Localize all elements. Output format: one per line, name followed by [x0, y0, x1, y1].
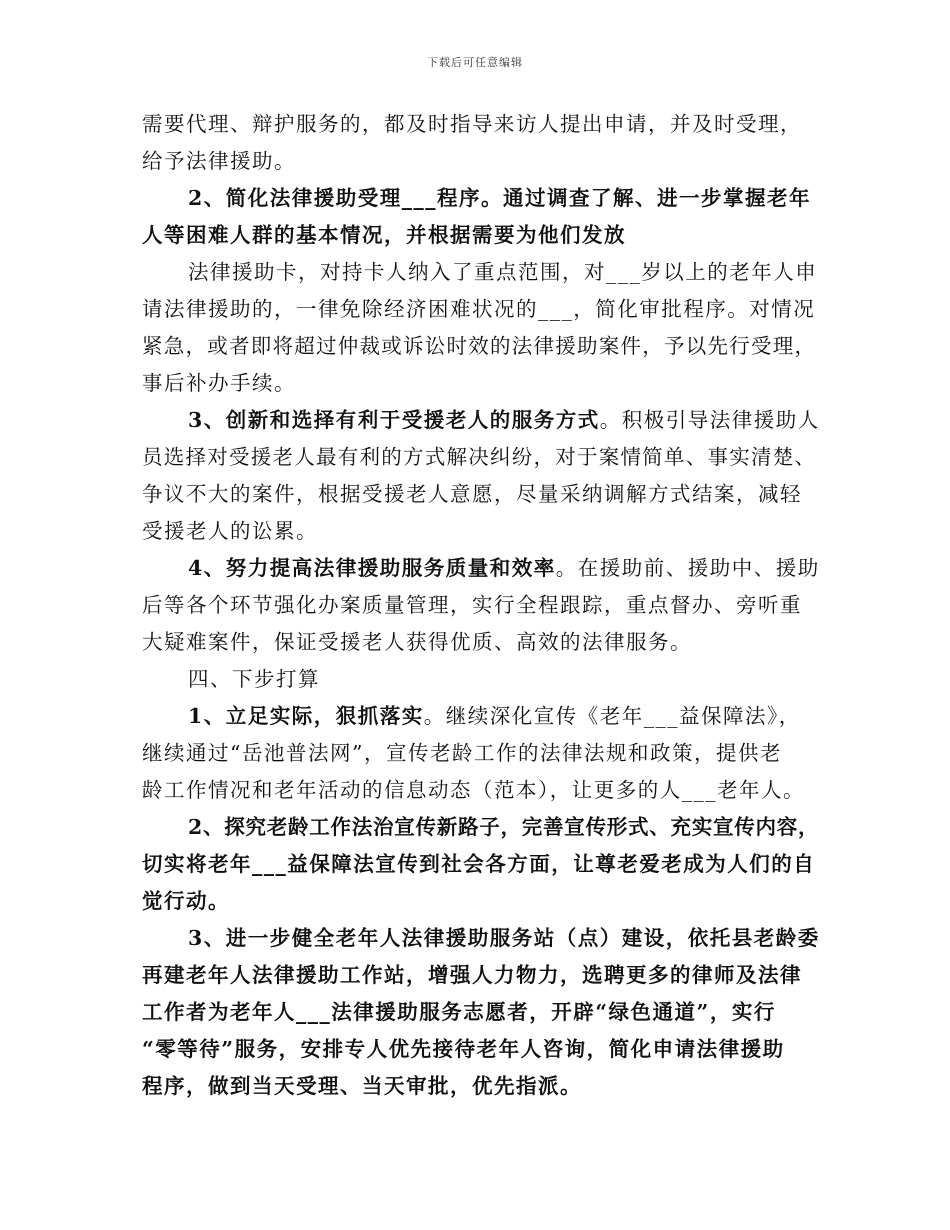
text-line — [142, 883, 822, 920]
bold-text-segment: 觉行动。 — [142, 889, 230, 913]
bold-text-segment: 3、创新和选择有利于受援老人的服务方式 — [188, 408, 600, 432]
text-segment: 紧急，或者即将超过仲裁或诉讼时效的法律援助案件，予以先行受理， — [142, 334, 817, 358]
text-segment: 争议不大的案件，根据受援老人意愿，尽量采纳调解方式结案，减轻 — [142, 482, 802, 506]
text-segment: 请法律援助的，一律免除经济困难状况的___，简化审批程序。对情况 — [142, 297, 816, 321]
page-header: 下载后可任意编辑 — [427, 56, 523, 69]
text-line — [142, 846, 822, 883]
text-segment: 大疑难案件，保证受援老人获得优质、高效的法律服务。 — [142, 630, 692, 654]
text-line — [142, 143, 822, 180]
bold-text-segment: 4、努力提高法律援助服务质量和效率 — [188, 556, 556, 580]
bold-text-segment: 人等困难人群的基本情况，并根据需要为他们发放 — [142, 223, 626, 247]
text-line — [142, 513, 822, 550]
text-segment: 。在援助前、援助中、援助 — [555, 556, 820, 580]
text-line — [142, 920, 822, 957]
bold-text-segment: 工作者为老年人___法律援助服务志愿者，开辟“绿色通道”，实行 — [142, 1000, 776, 1024]
text-line — [142, 587, 822, 624]
text-segment: 受援老人的讼累。 — [142, 519, 318, 543]
bold-text-segment: “零等待”服务，安排专人优先接待老年人咨询，简化申请法律援助 — [142, 1037, 785, 1061]
text-segment: 后等各个环节强化办案质量管理，实行全程跟踪，重点督办、旁听重 — [142, 593, 802, 617]
text-segment: 给予法律援助。 — [142, 149, 296, 173]
text-segment: 继续通过“岳池普法网”，宣传老龄工作的法律法规和政策，提供老 — [142, 741, 782, 765]
bold-text-segment: 再建老年人法律援助工作站，增强人力物力，选聘更多的律师及法律 — [142, 963, 802, 987]
text-line — [142, 180, 822, 217]
text-line — [142, 254, 822, 291]
text-segment: 员选择对受援老人最有利的方式解决纠纷，对于案情简单、事实清楚、 — [142, 445, 817, 469]
text-line — [142, 1068, 822, 1105]
bold-text-segment: 程序，做到当天受理、当天审批，优先指派。 — [142, 1074, 582, 1098]
text-line — [142, 809, 822, 846]
text-line — [142, 402, 822, 439]
text-segment: 法律援助卡，对持卡人纳入了重点范围，对___岁以上的老年人申 — [188, 260, 818, 284]
text-line — [142, 772, 822, 809]
bold-text-segment: 切实将老年___益保障法宣传到社会各方面，让尊老爱老成为人们的自 — [142, 852, 816, 876]
text-line — [142, 328, 822, 365]
text-segment: 事后补办手续。 — [142, 371, 296, 395]
text-segment: 四、下步打算 — [188, 667, 320, 691]
text-line — [142, 550, 822, 587]
text-line — [142, 217, 822, 254]
bold-text-segment: 3、进一步健全老年人法律援助服务站（点）建设，依托县老龄委 — [188, 926, 820, 950]
text-line — [142, 735, 822, 772]
text-segment: 龄工作情况和老年活动的信息动态（范本），让更多的人___老年人。 — [142, 778, 805, 802]
text-line — [142, 365, 822, 402]
bold-text-segment: 2、简化法律援助受理___程序。通过调查了解、进一步掌握老年 — [188, 186, 812, 210]
text-line — [142, 291, 822, 328]
document-body — [142, 106, 822, 1105]
text-line — [142, 1031, 822, 1068]
bold-text-segment: 1、立足实际，狠抓落实 — [188, 704, 424, 728]
text-line — [142, 957, 822, 994]
bold-text-segment: 2、探究老龄工作法治宣传新路子，完善宣传形式、充实宣传内容， — [188, 815, 820, 839]
text-line — [142, 106, 822, 143]
text-line — [142, 476, 822, 513]
text-line — [142, 661, 822, 698]
text-line — [142, 994, 822, 1031]
text-line — [142, 439, 822, 476]
text-segment: 需要代理、辩护服务的，都及时指导来访人提出申请，并及时受理， — [142, 112, 802, 136]
text-line — [142, 624, 822, 661]
text-segment: 。积极引导法律援助人 — [599, 408, 820, 432]
text-segment: 。继续深化宣传《老年___益保障法》， — [423, 704, 801, 728]
text-line — [142, 698, 822, 735]
